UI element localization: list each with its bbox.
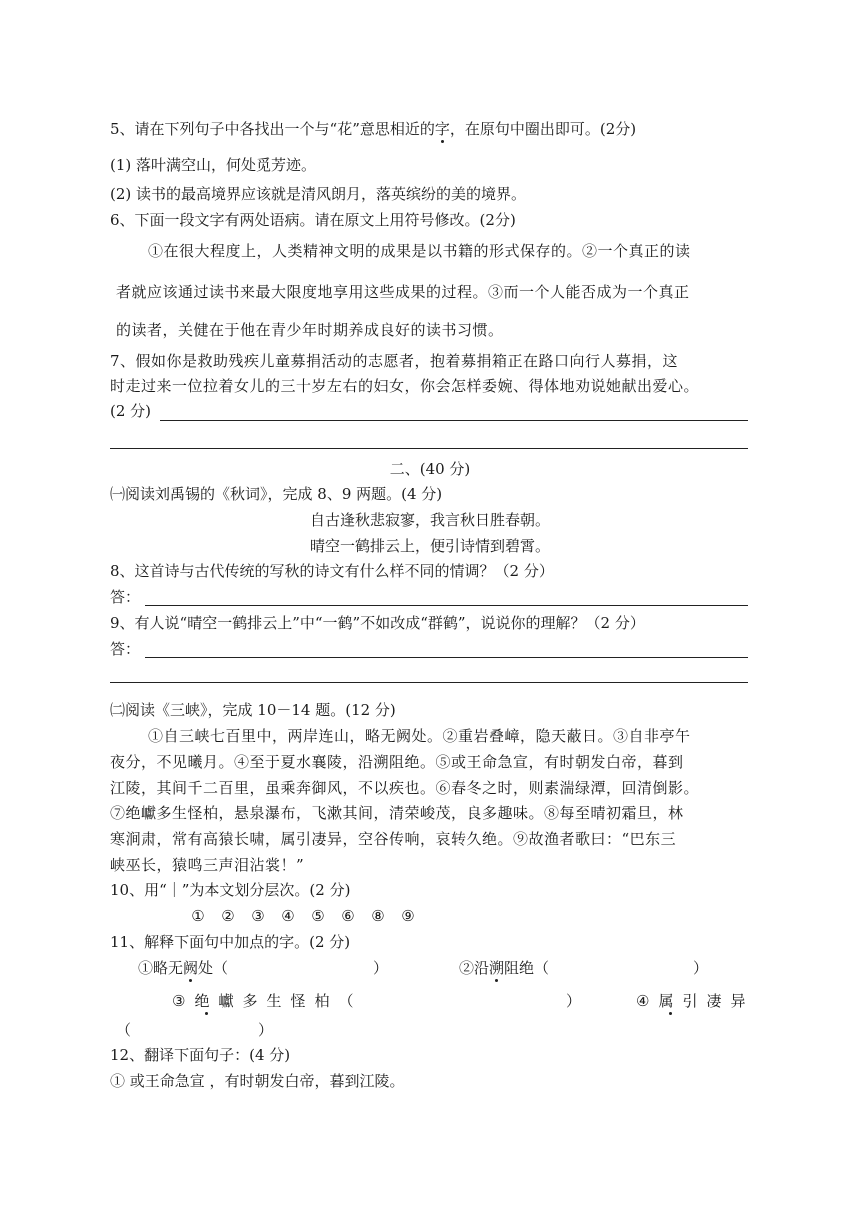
q7-line-2: 时走过来一位拉着女儿的三十岁左右的妇女，你会怎样委婉、得体地劝说她献出爱心。	[110, 377, 700, 395]
q10-sentence-numbers	[183, 906, 423, 926]
q10-number[interactable]: ⑥	[341, 907, 355, 925]
q11-a-pre: ①略无	[138, 959, 184, 977]
q6-para-line-2: 者就应该通过读书来最大限度地享用这些成果的过程。③而一个人能否成为一个真正	[116, 283, 690, 301]
q6-para-line-1: ①在很大程度上，人类精神文明的成果是以书籍的形式保存的。②一个真正的读	[148, 242, 691, 260]
poem-line-2: 晴空一鹤排云上，便引诗情到碧霄。	[309, 537, 550, 555]
poem-line-1: 自古逢秋悲寂寥，我言秋日胜春朝。	[309, 511, 550, 529]
q11-b-post: 阻绝（	[504, 959, 550, 977]
q11-d-pre: ④	[636, 992, 659, 1010]
q5-title-text: 5、请在下列句子中各找出一个与“花”意思相近的	[110, 120, 435, 138]
sanxia-para-line-3: 江陵，其间千二百里，虽乘奔御风，不以疾也。⑥春冬之时，则素湍绿潭，回清倒影。	[110, 779, 700, 797]
sanxia-para-line-5: 寒涧肃，常有高猿长啸，属引凄异，空谷传响，哀转久绝。⑨故渔者歌曰：“巴东三	[110, 830, 677, 848]
q10-question: 10、用“｜”为本文划分层次。(2 分)	[110, 881, 351, 899]
q11-a-blank-close[interactable]: ）	[373, 959, 389, 977]
q7-answer-line-2[interactable]	[110, 448, 748, 449]
q10-number[interactable]: ④	[281, 907, 295, 925]
q11-a-dotted-char: 阙	[183, 959, 199, 977]
q6-title: 6、下面一段文字有两处语病。请在原文上用符号修改。(2分)	[110, 211, 516, 229]
q8-question: 8、这首诗与古代传统的写秋的诗文有什么样不同的情调？（2 分）	[110, 562, 554, 580]
sanxia-para-line-6: 峡巫长，猿鸣三声泪沾裳！”	[110, 856, 305, 874]
q5-title-tail: ，在原句中圈出即可。(2分)	[449, 120, 637, 138]
q7-score: (2 分)	[110, 402, 152, 420]
q11-item-c	[172, 991, 362, 1011]
q11-c-blank-close[interactable]: ）	[566, 992, 582, 1010]
sanxia-para-line-1: ①自三峡七百里中，两岸连山，略无阙处。②重岩叠嶂，隐天蔽日。③自非亭午	[148, 727, 691, 745]
q11-item-b	[459, 958, 549, 978]
sanxia-intro: ㈡阅读《三峡》，完成 10－14 题。(12 分)	[110, 701, 396, 719]
q7-line-1: 7、假如你是救助残疾儿童募捐活动的志愿者，抱着募捐箱正在路口向行人募捐，这	[110, 352, 679, 370]
q11-c-dotted-char: 绝	[194, 992, 219, 1010]
q10-number[interactable]: ⑧	[371, 907, 385, 925]
q12-sentence-1: ① 或王命急宣 ，有时朝发白帝，暮到江陵。	[110, 1072, 405, 1090]
q10-number[interactable]: ①	[191, 907, 205, 925]
q10-number[interactable]: ⑤	[311, 907, 325, 925]
q11-d-blank-open[interactable]: （	[116, 1021, 132, 1039]
q6-para-line-3: 的读者，关健在于他在青少年时期养成良好的读书习惯。	[116, 321, 504, 339]
q10-number[interactable]: ③	[251, 907, 265, 925]
q9-answer-label: 答：	[110, 640, 141, 658]
q11-b-blank-close[interactable]: ）	[693, 959, 709, 977]
q11-b-dotted-char: 溯	[489, 959, 505, 977]
q10-number[interactable]: ②	[221, 907, 235, 925]
q11-d-dotted-char: 属	[658, 992, 683, 1010]
sanxia-para-line-4: ⑦绝巘多生怪柏，悬泉瀑布，飞漱其间，清荣峻茂，良多趣味。⑧每至晴初霜旦，林	[110, 804, 684, 822]
poem-intro: ㈠阅读刘禹锡的《秋词》，完成 8、9 两题。(4 分)	[110, 485, 443, 503]
q11-a-post: 处（	[198, 959, 229, 977]
q11-d-post: 引凄异	[682, 992, 755, 1010]
sanxia-para-line-2: 夜分，不见曦月。④至于夏水襄陵，沿溯阻绝。⑤或王命急宣，有时朝发白帝，暮到	[110, 753, 684, 771]
q12-question: 12、翻译下面句子：(4 分)	[110, 1046, 291, 1064]
q10-number[interactable]: ⑨	[401, 907, 415, 925]
q7-answer-line-1[interactable]	[160, 420, 748, 421]
q8-answer-label: 答：	[110, 588, 141, 606]
section-2-heading: 二、(40 分)	[389, 460, 471, 478]
q9-answer-line-1[interactable]	[145, 657, 748, 658]
q11-c-post: 巘多生怪柏（	[218, 992, 363, 1010]
q11-item-d	[636, 991, 754, 1011]
q11-d-blank-close[interactable]: ）	[258, 1021, 274, 1039]
q9-answer-line-2[interactable]	[110, 682, 748, 683]
q11-question: 11、解释下面句中加点的字。(2 分)	[110, 933, 351, 951]
q11-item-a	[138, 958, 228, 978]
q5-dotted-char: 字	[434, 120, 450, 138]
q9-question: 9、有人说“晴空一鹤排云上”中“一鹤”不如改成“群鹤”，说说你的理解？（2 分）	[110, 614, 645, 632]
q5-sentence-1: (1) 落叶满空山，何处觅芳迹。	[110, 156, 317, 174]
q5-sentence-2: (2) 读书的最高境界应该就是清风朗月，落英缤纷的美的境界。	[110, 185, 527, 203]
q11-b-pre: ②沿	[459, 959, 490, 977]
q5-title	[110, 119, 636, 139]
q8-answer-line[interactable]	[145, 605, 748, 606]
q11-c-pre: ③	[172, 992, 195, 1010]
